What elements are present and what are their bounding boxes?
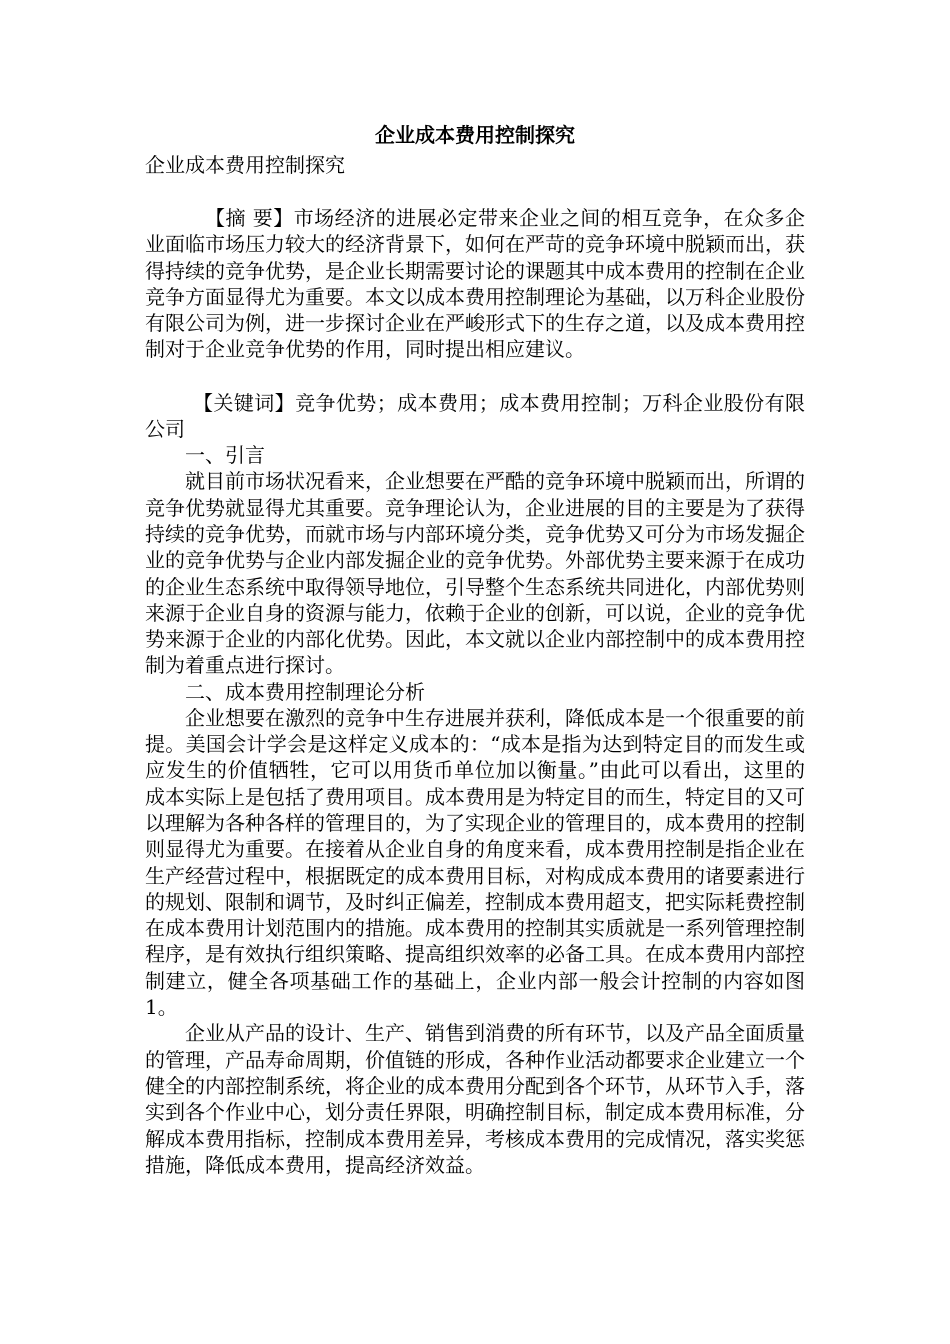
- introduction-paragraph: 就目前市场状况看来，企业想要在严酷的竞争环境中脱颖而出，所谓的竞争优势就显得尤其重要。竞争理论认为，企业进展的目的主要是为了获得持续的竞争优势，而就市场与内部环境分类，竞争优势又可分为市场发掘企业的竞争优势与企业内部发掘企业的竞争优势。外部优势主要来源于在成功的企业生态系统中取得领导地位，引导整个生态系统共同进化，内部优势则来源于企业自身的资源与能力，依赖于企业的创新，可以说，企业的竞争优势来源于企业的内部化优势。因此，本文就以企业内部控制中的成本费用控制为着重点进行探讨。: [145, 469, 805, 678]
- theory-paragraph-1: 企业想要在激烈的竞争中生存进展并获利，降低成本是一个很重要的前提。美国会计学会是这样定义成本的：“成本是指为达到特定目的而发生或应发生的价值牺牲，它可以用货币单位加以衡量。”由此可以看出，这里的成本实际上是包括了费用项目。成本费用是为特定目的而生，特定目的又可以理解为各种各样的管理目的，为了实现企业的管理目的，成本费用的控制则显得尤为重要。在接着从企业自身的角度来看，成本费用控制是指企业在生产经营过程中，根据既定的成本费用目标，对构成成本费用的诸要素进行的规划、限制和调节，及时纠正偏差，控制成本费用超支，把实际耗费控制在成本费用计划范围内的措施。成本费用的控制其实质就是一系列管理控制程序，是有效执行组织策略、提高组织效率的必备工具。在成本费用内部控制建立，健全各项基础工作的基础上，企业内部一般会计控制的内容如图 1。: [145, 705, 805, 1020]
- document-page: [145, 118, 805, 1178]
- document-title: 企业成本费用控制探究: [375, 123, 575, 147]
- spacer: [145, 363, 805, 390]
- document-subtitle: 企业成本费用控制探究: [145, 153, 345, 177]
- keywords-paragraph: 【关键词】竞争优势；成本费用；成本费用控制；万科企业股份有限公司: [145, 390, 805, 442]
- section-heading-theory: 二、成本费用控制理论分析: [185, 679, 425, 704]
- theory-paragraph-2: 企业从产品的设计、生产、销售到消费的所有环节，以及产品全面质量的管理，产品寿命周期，价值链的形成，各种作业活动都要求企业建立一个健全的内部控制系统，将企业的成本费用分配到各个环节，从环节入手，落实到各个作业中心，划分责任界限，明确控制目标，制定成本费用标准，分解成本费用指标，控制成本费用差异，考核成本费用的完成情况，落实奖惩措施，降低成本费用，提高经济效益。: [145, 1021, 805, 1177]
- spacer: [145, 178, 805, 205]
- section-heading-introduction: 一、引言: [185, 443, 265, 468]
- abstract-paragraph: 【摘 要】市场经济的进展必定带来企业之间的相互竞争，在众多企业面临市场压力较大的经济背景下，如何在严苛的竞争环境中脱颖而出，获得持续的竞争优势，是企业长期需要讨论的课题其中成本费用的控制在企业竞争方面显得尤为重要。本文以成本费用控制理论为基础，以万科企业股份有限公司为例，进一步探讨企业在严峻形式下的生存之道，以及成本费用控制对于企业竞争优势的作用，同时提出相应建议。: [145, 206, 805, 362]
